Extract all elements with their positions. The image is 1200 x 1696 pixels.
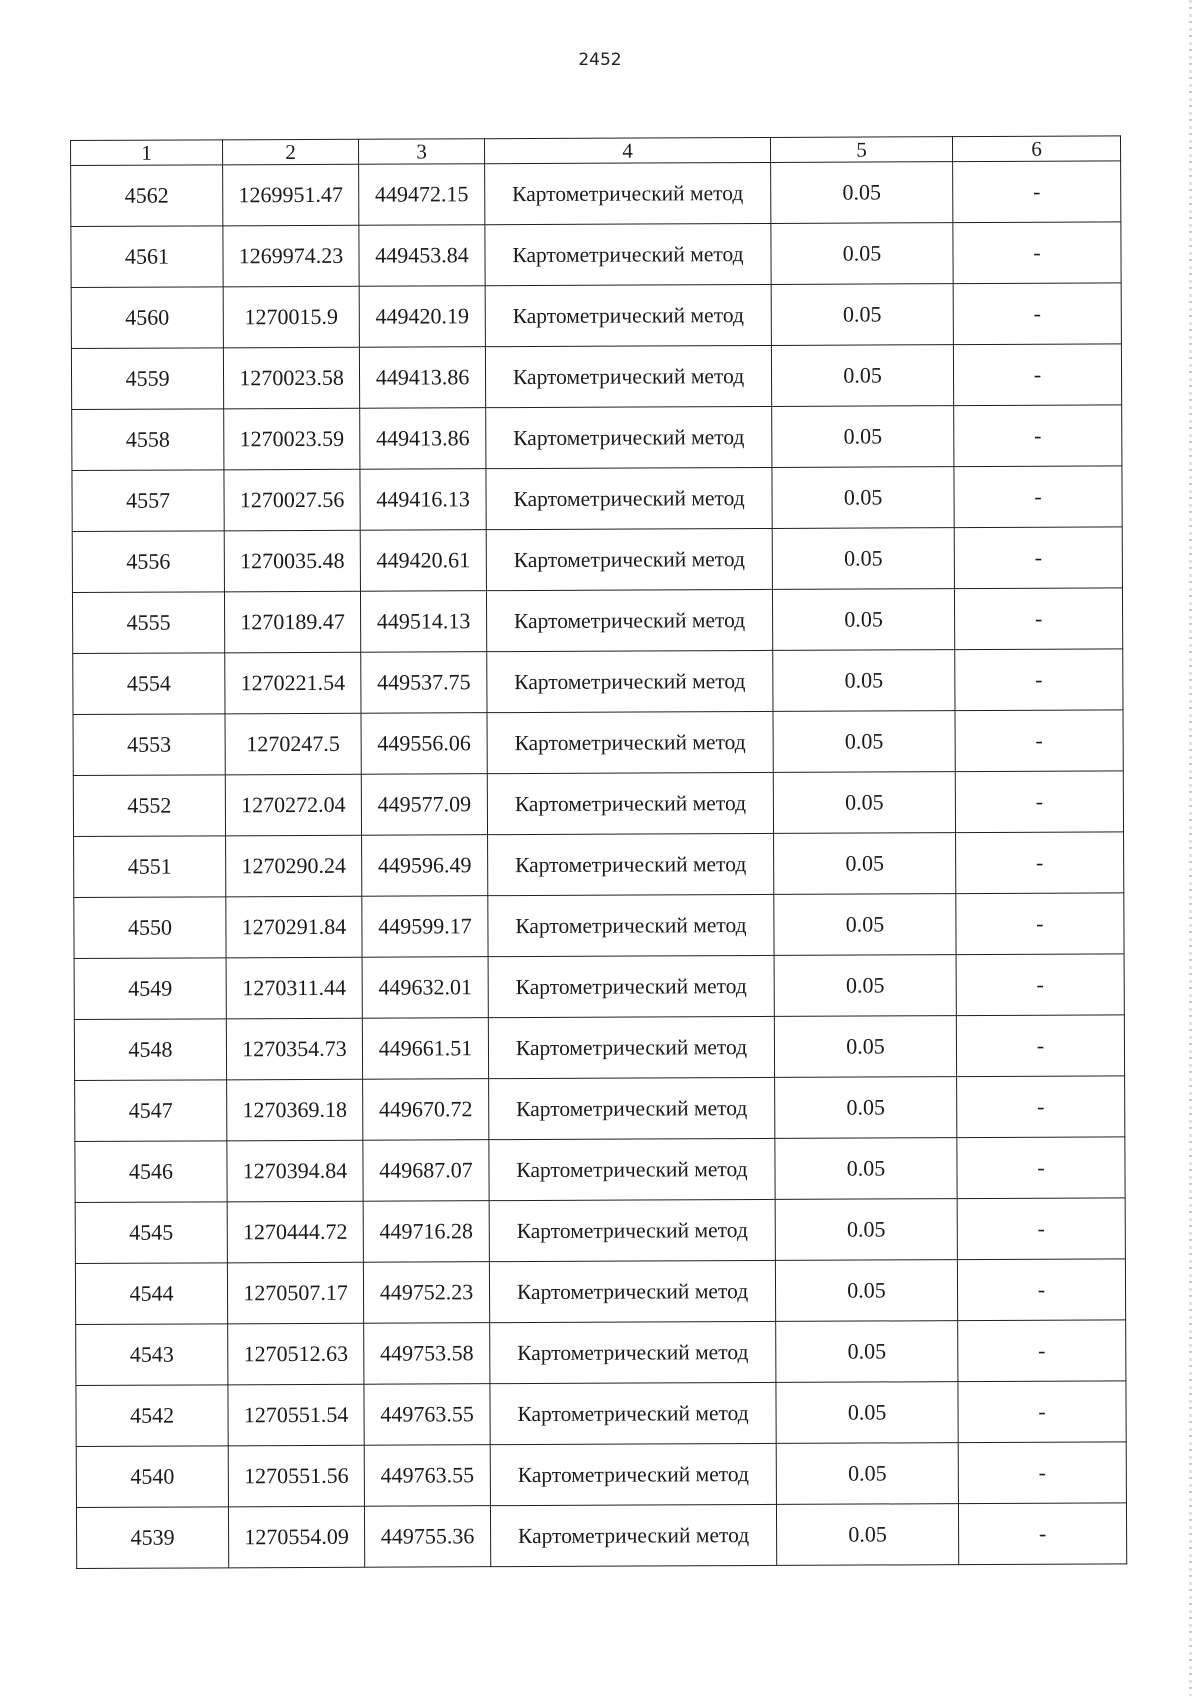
accuracy-cell: 0.05 [774,894,956,956]
column-header: 1 [71,140,223,166]
method-cell: Картометрический метод [489,1260,775,1322]
x-coordinate-cell: 1270354.73 [226,1018,362,1080]
table-row [71,344,1121,410]
accuracy-cell: 0.05 [774,833,956,895]
x-coordinate-cell: 1270290.24 [226,835,362,897]
table-row [72,527,1122,593]
point-number-cell: 4546 [75,1141,227,1203]
x-coordinate-cell: 1270551.56 [228,1445,364,1507]
x-coordinate-cell: 1270512.63 [228,1323,364,1385]
note-cell: - [958,1320,1126,1382]
note-cell: - [953,344,1121,406]
column-header: 3 [358,139,484,165]
method-cell: Картометрический метод [487,772,773,834]
point-number-cell: 4547 [75,1080,227,1142]
accuracy-cell: 0.05 [771,345,953,407]
note-cell: - [955,710,1123,772]
note-cell: - [954,405,1122,467]
table-row [75,1076,1125,1142]
table-row [71,222,1121,288]
accuracy-cell: 0.05 [771,284,953,346]
y-coordinate-cell: 449661.51 [362,1018,488,1080]
page-number: 2452 [578,50,622,70]
table-row [72,588,1122,654]
method-cell: Картометрический метод [486,467,772,529]
point-number-cell: 4559 [71,348,223,410]
accuracy-cell: 0.05 [776,1443,958,1505]
y-coordinate-cell: 449763.55 [364,1384,490,1446]
method-cell: Картометрический метод [489,1077,775,1139]
method-cell: Картометрический метод [488,955,774,1017]
accuracy-cell: 0.05 [775,1138,957,1200]
method-cell: Картометрический метод [485,345,771,407]
method-cell: Картометрический метод [485,223,771,285]
accuracy-cell: 0.05 [773,772,955,834]
y-coordinate-cell: 449556.06 [361,713,487,775]
x-coordinate-cell: 1270369.18 [227,1079,363,1141]
table-row [73,710,1123,776]
method-cell: Картометрический метод [487,650,773,712]
note-cell: - [954,466,1122,528]
y-coordinate-cell: 449753.58 [364,1323,490,1385]
point-number-cell: 4562 [71,165,223,227]
y-coordinate-cell: 449670.72 [363,1079,489,1141]
point-number-cell: 4545 [75,1202,227,1264]
table-row [71,161,1121,227]
scan-edge-artifact [1189,0,1192,1696]
x-coordinate-cell: 1269974.23 [223,225,359,287]
method-cell: Картометрический метод [488,894,774,956]
note-cell: - [957,1259,1125,1321]
note-cell: - [958,1381,1126,1443]
note-cell: - [956,954,1124,1016]
table-row [71,283,1121,349]
accuracy-cell: 0.05 [775,1199,957,1261]
note-cell: - [954,588,1122,650]
y-coordinate-cell: 449472.15 [359,164,485,226]
note-cell: - [957,1076,1125,1138]
note-cell: - [957,1198,1125,1260]
x-coordinate-cell: 1270291.84 [226,896,362,958]
method-cell: Картометрический метод [490,1321,776,1383]
table-row [74,893,1124,959]
x-coordinate-cell: 1270311.44 [226,957,362,1019]
table-row [73,649,1123,715]
x-coordinate-cell: 1270027.56 [224,469,360,531]
accuracy-cell: 0.05 [775,1077,957,1139]
accuracy-cell: 0.05 [776,1504,958,1566]
method-cell: Картометрический метод [489,1138,775,1200]
method-cell: Картометрический метод [485,162,771,224]
method-cell: Картометрический метод [490,1504,776,1566]
method-cell: Картометрический метод [488,1016,774,1078]
point-number-cell: 4539 [76,1507,228,1569]
x-coordinate-cell: 1270394.84 [227,1140,363,1202]
coordinates-table [70,135,1127,1569]
point-number-cell: 4556 [72,531,224,593]
accuracy-cell: 0.05 [774,955,956,1017]
point-number-cell: 4544 [75,1263,227,1325]
y-coordinate-cell: 449763.55 [364,1445,490,1507]
accuracy-cell: 0.05 [776,1382,958,1444]
point-number-cell: 4543 [76,1324,228,1386]
x-coordinate-cell: 1270507.17 [227,1262,363,1324]
method-cell: Картометрический метод [490,1443,776,1505]
table-row [76,1320,1126,1386]
accuracy-cell: 0.05 [772,589,954,651]
x-coordinate-cell: 1270189.47 [224,591,360,653]
point-number-cell: 4561 [71,226,223,288]
table-row [76,1503,1126,1569]
y-coordinate-cell: 449596.49 [362,835,488,897]
x-coordinate-cell: 1270444.72 [227,1201,363,1263]
x-coordinate-cell: 1270221.54 [225,652,361,714]
y-coordinate-cell: 449599.17 [362,896,488,958]
table-row [74,954,1124,1020]
note-cell: - [958,1442,1126,1504]
point-number-cell: 4554 [73,653,225,715]
x-coordinate-cell: 1270272.04 [225,774,361,836]
point-number-cell: 4553 [73,714,225,776]
table-row [73,771,1123,837]
table-row [72,466,1122,532]
y-coordinate-cell: 449537.75 [361,652,487,714]
y-coordinate-cell: 449413.86 [360,408,486,470]
method-cell: Картометрический метод [486,589,772,651]
method-cell: Картометрический метод [488,833,774,895]
point-number-cell: 4549 [74,958,226,1020]
x-coordinate-cell: 1270023.59 [224,408,360,470]
x-coordinate-cell: 1270023.58 [223,347,359,409]
note-cell: - [955,771,1123,833]
table-row [74,832,1124,898]
accuracy-cell: 0.05 [771,223,953,285]
point-number-cell: 4560 [71,287,223,349]
accuracy-cell: 0.05 [772,528,954,590]
point-number-cell: 4551 [74,836,226,898]
accuracy-cell: 0.05 [773,650,955,712]
y-coordinate-cell: 449420.61 [360,530,486,592]
point-number-cell: 4552 [73,775,225,837]
column-header: 5 [770,137,952,163]
point-number-cell: 4540 [76,1446,228,1508]
table-row [75,1137,1125,1203]
table-body [71,161,1127,1569]
x-coordinate-cell: 1270554.09 [228,1506,364,1568]
y-coordinate-cell: 449420.19 [359,286,485,348]
y-coordinate-cell: 449453.84 [359,225,485,287]
table-row [75,1198,1125,1264]
x-coordinate-cell: 1270015.9 [223,286,359,348]
point-number-cell: 4548 [74,1019,226,1081]
table-row [72,405,1122,471]
accuracy-cell: 0.05 [771,162,953,224]
method-cell: Картометрический метод [485,284,771,346]
method-cell: Картометрический метод [486,528,772,590]
note-cell: - [953,222,1121,284]
accuracy-cell: 0.05 [773,711,955,773]
x-coordinate-cell: 1269951.47 [223,164,359,226]
note-cell: - [958,1503,1126,1565]
accuracy-cell: 0.05 [772,467,954,529]
y-coordinate-cell: 449752.23 [363,1262,489,1324]
accuracy-cell: 0.05 [772,406,954,468]
y-coordinate-cell: 449632.01 [362,957,488,1019]
accuracy-cell: 0.05 [774,1016,956,1078]
note-cell: - [956,893,1124,955]
point-number-cell: 4555 [72,592,224,654]
x-coordinate-cell: 1270551.54 [228,1384,364,1446]
table-row [75,1259,1125,1325]
column-header: 4 [484,137,770,163]
note-cell: - [953,161,1121,223]
note-cell: - [953,283,1121,345]
point-number-cell: 4550 [74,897,226,959]
y-coordinate-cell: 449416.13 [360,469,486,531]
method-cell: Картометрический метод [489,1199,775,1261]
x-coordinate-cell: 1270247.5 [225,713,361,775]
y-coordinate-cell: 449755.36 [364,1506,490,1568]
column-header: 2 [223,139,359,165]
note-cell: - [955,649,1123,711]
x-coordinate-cell: 1270035.48 [224,530,360,592]
y-coordinate-cell: 449687.07 [363,1140,489,1202]
table-row [74,1015,1124,1081]
table-row [76,1442,1126,1508]
note-cell: - [956,1015,1124,1077]
method-cell: Картометрический метод [487,711,773,773]
note-cell: - [957,1137,1125,1199]
y-coordinate-cell: 449577.09 [361,774,487,836]
y-coordinate-cell: 449514.13 [360,591,486,653]
note-cell: - [954,527,1122,589]
accuracy-cell: 0.05 [775,1260,957,1322]
method-cell: Картометрический метод [490,1382,776,1444]
point-number-cell: 4558 [72,409,224,471]
point-number-cell: 4557 [72,470,224,532]
table-row [76,1381,1126,1447]
y-coordinate-cell: 449413.86 [359,347,485,409]
note-cell: - [956,832,1124,894]
method-cell: Картометрический метод [486,406,772,468]
point-number-cell: 4542 [76,1385,228,1447]
y-coordinate-cell: 449716.28 [363,1201,489,1263]
accuracy-cell: 0.05 [776,1321,958,1383]
column-header: 6 [952,136,1120,162]
